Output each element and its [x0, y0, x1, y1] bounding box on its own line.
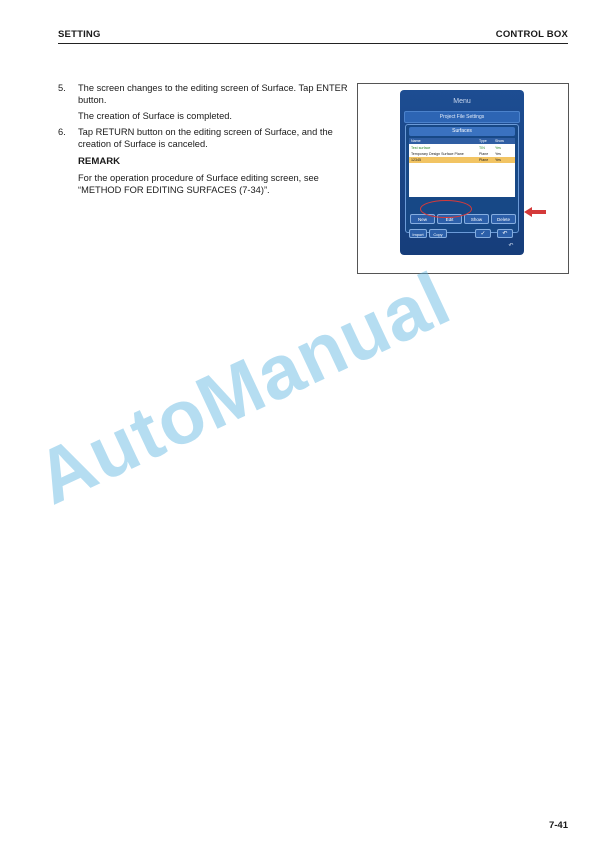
remark-title: REMARK: [78, 156, 121, 167]
dialog-title: Surfaces: [409, 127, 515, 136]
screen-return-icon[interactable]: ↶: [508, 243, 514, 249]
project-file-settings-bar: Project File Settings: [404, 111, 520, 123]
cell-name: 12345: [411, 158, 421, 162]
watermark: AutoManual: [23, 256, 463, 522]
header-chapter: CONTROL BOX: [495, 29, 568, 40]
menu-title: Menu: [453, 98, 471, 105]
pointer-arrow-icon: [524, 207, 546, 217]
show-button[interactable]: Show: [464, 214, 489, 224]
new-button[interactable]: New: [410, 214, 435, 224]
cell-type: TIN: [479, 146, 485, 150]
cell-show: Yes: [495, 152, 501, 156]
step-text: Tap RETURN button on the editing screen of Surface, and the creation of Surface is canceled.: [78, 127, 333, 149]
step-number: 5.: [58, 83, 66, 93]
cell-name: Temporary Design Surface Plane: [411, 152, 464, 156]
cell-type: Plane: [479, 158, 489, 162]
return-icon: ↶: [502, 231, 508, 237]
cell-name: Test surface: [411, 146, 431, 150]
header-section: SETTING: [58, 29, 101, 40]
instruction-steps: [58, 82, 350, 196]
step-number: 6.: [58, 127, 66, 137]
header-rule: [58, 43, 568, 44]
surfaces-table: [409, 138, 515, 197]
column-header: Show: [495, 139, 504, 143]
cell-show: Yes: [495, 146, 501, 150]
cell-type: Plane: [479, 152, 489, 156]
page-number: 7-41: [548, 820, 568, 831]
import-button[interactable]: Import: [409, 229, 427, 238]
column-header: Name: [411, 139, 421, 143]
column-header: Type: [479, 139, 487, 143]
surfaces-dialog: [405, 124, 519, 237]
cell-show: Yes: [495, 158, 501, 162]
remark-text: For the operation procedure of Surface editing screen, see “METHOD FOR EDITING SURFACES (7-34)”.: [78, 173, 319, 195]
step-5: [58, 82, 350, 106]
step-text: The screen changes to the editing screen of Surface. Tap ENTER button.: [78, 83, 348, 105]
table-row-selected[interactable]: [409, 157, 515, 163]
monitor-screen: [400, 90, 524, 255]
copy-button[interactable]: Copy: [429, 229, 447, 238]
step-6: [58, 126, 350, 150]
table-header: [409, 138, 515, 144]
edit-button[interactable]: Edit: [437, 214, 462, 224]
check-icon: ✓: [480, 231, 486, 237]
delete-button[interactable]: Delete: [491, 214, 516, 224]
step-note: The creation of Surface is completed.: [78, 111, 232, 121]
highlight-ellipse: [420, 200, 472, 218]
